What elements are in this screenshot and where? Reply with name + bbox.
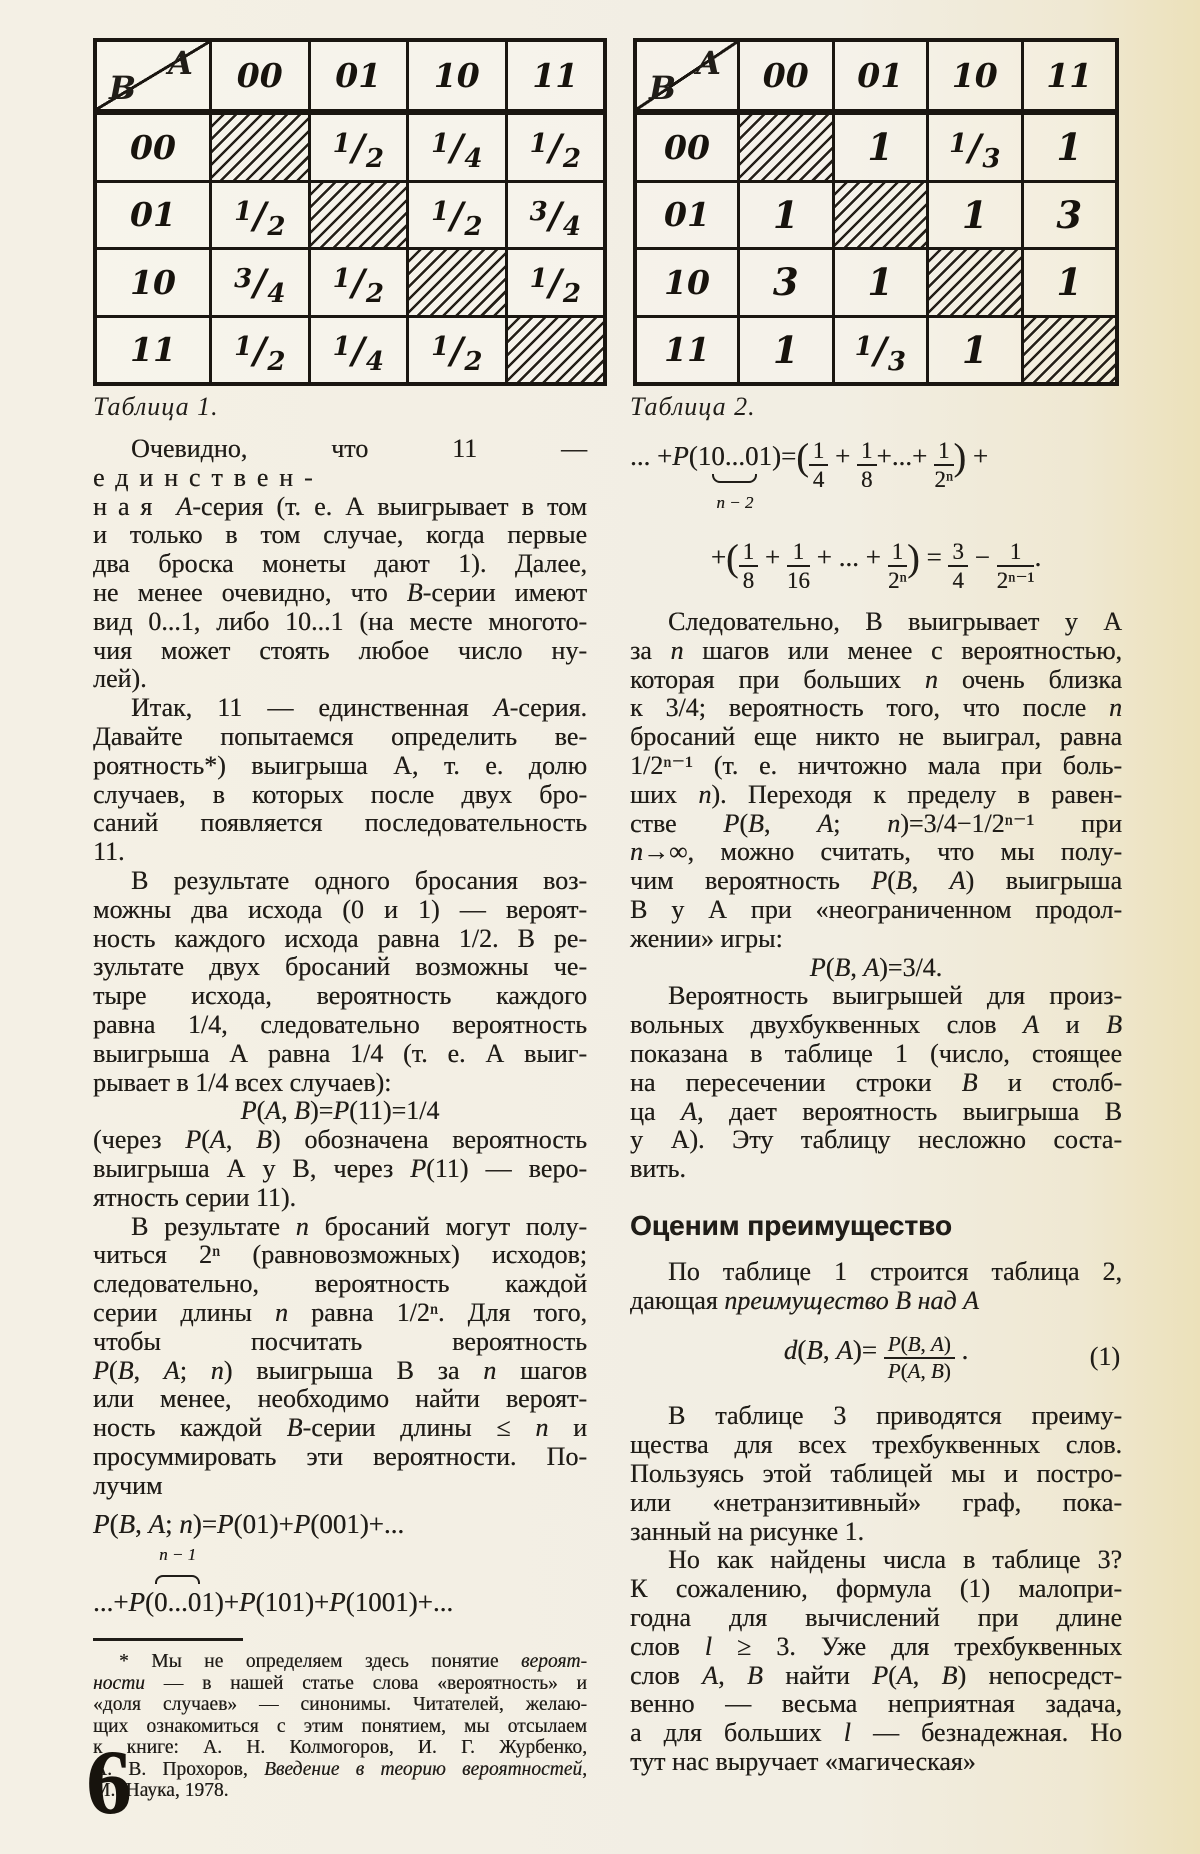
table-value: 1 xyxy=(867,125,894,170)
table-value xyxy=(332,260,384,310)
text-line: на пересечении строки B и столб- xyxy=(630,1067,1122,1097)
corner-label-a: A xyxy=(696,44,721,82)
table-column-header xyxy=(926,42,1021,112)
text-line: можны два исхода (0 и 1) — вероят- xyxy=(93,894,587,924)
table-cell xyxy=(505,112,604,180)
text-line: случаев, в которых после двух бро- xyxy=(93,779,587,809)
table-value: 01 xyxy=(335,56,382,95)
table-cell xyxy=(505,180,604,248)
table-cell xyxy=(737,247,832,315)
text-line: просуммировать эти вероятности. По- xyxy=(93,1441,587,1471)
fraction-slash: / xyxy=(450,194,464,237)
fraction xyxy=(787,539,810,592)
fraction xyxy=(948,539,968,592)
table-row-header xyxy=(637,112,737,180)
fraction-numerator: 1 xyxy=(949,129,968,160)
table-value: 11 xyxy=(130,330,176,370)
text-line: ности — в нашей статье слова «вероятность» и xyxy=(93,1672,587,1694)
text-line: Итак, 11 — единственная A-серия. xyxy=(131,693,587,723)
table-cell xyxy=(209,180,308,248)
text-line: а для больших l — безнадежная. Но xyxy=(630,1718,1123,1748)
text-line: Пользуясь этой таблицей мы и постро- xyxy=(630,1459,1122,1489)
text-line: следовательно, вероятность каждой xyxy=(93,1269,587,1299)
corner-label-a: A xyxy=(168,44,193,82)
text-line: ность каждой B-серии длины ≤ n и xyxy=(93,1413,587,1443)
table-cell xyxy=(308,315,407,383)
text-line: В результате n бросаний могут полу- xyxy=(131,1211,587,1241)
formula-block xyxy=(630,539,1122,592)
table-column-header xyxy=(505,42,604,112)
text-line: ность каждого исхода равна 1/2. В ре- xyxy=(93,923,587,953)
fraction-denominator: 8 xyxy=(861,467,873,492)
text-line: вид 0...1, либо 10...1 (на месте многото- xyxy=(93,606,587,636)
text-line: и только в том случае, когда первые xyxy=(93,520,587,550)
table-value: 00 xyxy=(236,56,283,95)
text-line: вольных двухбуквенных слов A и B xyxy=(630,1010,1123,1040)
paragraph xyxy=(630,1402,1122,1546)
text-line: у А). Эту таблицу несложно соста- xyxy=(630,1125,1122,1155)
table-hatched-cell xyxy=(308,180,407,248)
fraction-numerator: 1 xyxy=(997,539,1035,567)
text-line: выигрыша А равна 1/4 (т. е. А выиг- xyxy=(93,1038,587,1068)
text-line: дающая преимущество В над А xyxy=(630,1285,979,1315)
text-line: читься 2ⁿ (равновозможных) исходов; xyxy=(93,1240,587,1270)
table-value: 11 xyxy=(664,330,710,370)
footnote-rule xyxy=(93,1638,243,1641)
fraction-numerator: 1 xyxy=(431,331,450,362)
paragraph xyxy=(93,1213,587,1501)
text-line: выигрыша А у В, через P(11) — веро- xyxy=(93,1153,587,1183)
table-row-header xyxy=(97,180,209,248)
table-cell xyxy=(737,315,832,383)
text-line: 1/2ⁿ⁻¹ (т. е. ничтожно мала при боль- xyxy=(630,750,1122,780)
fraction-numerator: 1 xyxy=(431,196,450,227)
table-row-header xyxy=(637,247,737,315)
left-column-text xyxy=(93,435,587,1802)
text-line: По таблице 1 строится таблица 2, xyxy=(668,1256,1122,1286)
table-value xyxy=(234,260,286,310)
text-line: Давайте попытаемся определить ве- xyxy=(93,721,587,751)
fraction-slash: / xyxy=(253,329,267,372)
text-line: равна 1/4, следовательно вероятность xyxy=(93,1009,587,1039)
footnote xyxy=(93,1651,587,1802)
table-row-header xyxy=(97,112,209,180)
fraction-numerator: 1 xyxy=(739,539,759,567)
table-value: 00 xyxy=(130,127,176,167)
text-line: не менее очевидно, что B-серии имеют xyxy=(93,577,587,607)
text-line: за n шагов или менее с вероятностью, xyxy=(630,635,1123,665)
table-cell xyxy=(308,247,407,315)
table-value: 11 xyxy=(1046,56,1093,95)
table-hatched-cell xyxy=(406,247,505,315)
text-line: зультате двух бросаний возможны че- xyxy=(93,952,587,982)
table-value: 10 xyxy=(433,56,480,95)
fraction-slash: / xyxy=(450,329,464,372)
table-cell xyxy=(832,247,927,315)
table-value xyxy=(431,193,483,242)
paragraph xyxy=(630,982,1122,1184)
fraction-slash: / xyxy=(548,127,562,170)
paragraph xyxy=(630,954,1122,983)
fraction-denominator: 2 xyxy=(267,211,286,242)
table-value xyxy=(854,328,906,377)
corner-label-b: B xyxy=(109,69,137,107)
brace-label: n − 2 xyxy=(716,493,754,513)
fraction-numerator: 1 xyxy=(332,264,351,295)
text-line: В таблице 3 приводятся преиму- xyxy=(668,1401,1122,1431)
text-line: ца A, дает вероятность выигрыша В xyxy=(630,1096,1122,1126)
fraction-denominator: 3 xyxy=(982,144,1001,175)
fraction xyxy=(884,1333,955,1382)
table-value: 1 xyxy=(772,192,799,237)
table-cell xyxy=(1021,112,1116,180)
fraction-denominator: 3 xyxy=(887,346,906,377)
paren: ) xyxy=(953,436,967,479)
left-column xyxy=(93,392,587,1802)
fraction-denominator: 4 xyxy=(365,346,384,377)
text-line: щества для всех трехбуквенных слов. xyxy=(630,1430,1122,1460)
fraction xyxy=(809,438,829,491)
table-hatched-cell xyxy=(832,180,927,248)
text-line: показана в таблице 1 (число, стоящее xyxy=(630,1038,1122,1068)
fraction-numerator: 1 xyxy=(934,438,954,466)
paragraph xyxy=(630,1258,1122,1316)
table-value xyxy=(234,193,286,242)
paren: ( xyxy=(726,537,739,580)
text-line: P(A, B)=P(11)=1/4 xyxy=(240,1096,440,1126)
fraction-numerator: 1 xyxy=(332,129,351,160)
fraction-denominator: 2 xyxy=(267,346,286,377)
fraction-numerator: 1 xyxy=(529,129,548,160)
text-line: ших n). Переходя к пределу в равен- xyxy=(630,779,1122,809)
text-line: n→∞, можно считать, что мы полу- xyxy=(630,837,1122,867)
table-cell xyxy=(1021,180,1116,248)
fraction-denominator: 2 xyxy=(464,211,483,242)
table-corner-cell xyxy=(637,42,737,112)
text-line: саний появляется последовательность xyxy=(93,808,587,838)
text-line: лей). xyxy=(93,664,147,694)
equation-number: (1) xyxy=(1089,1342,1120,1371)
right-column-text xyxy=(630,438,1122,1777)
fraction-denominator: 4 xyxy=(562,211,581,242)
fraction-denominator: 2ⁿ xyxy=(887,568,907,593)
table-value: 10 xyxy=(664,262,710,302)
table-value xyxy=(529,125,581,175)
fraction xyxy=(888,539,908,592)
table-value: 1 xyxy=(1056,125,1083,170)
text-line: (через P(A, B) обозначена вероятность xyxy=(93,1125,588,1155)
paren: ) xyxy=(907,537,920,580)
table-value: 10 xyxy=(130,262,176,302)
fraction-slash: / xyxy=(351,127,365,170)
fraction-numerator: P(B, A) xyxy=(884,1333,955,1359)
fraction-numerator: 1 xyxy=(431,129,450,160)
table-hatched-cell xyxy=(926,247,1021,315)
text-line: * Мы не определяем здесь понятие вероят- xyxy=(119,1651,587,1673)
text-line: слов l ≥ 3. Уже для трехбуквенных xyxy=(630,1631,1122,1661)
right-column xyxy=(630,392,1122,1777)
text-line: Но как найдены числа в таблице 3? xyxy=(668,1545,1122,1575)
text-line: венно — весьма неприятная задача, xyxy=(630,1689,1122,1719)
text-line: серии длины n равна 1/2ⁿ. Для того, xyxy=(93,1297,588,1327)
fraction xyxy=(997,539,1035,592)
table-value: 00 xyxy=(664,127,710,167)
table-cell xyxy=(737,180,832,248)
table-column-header xyxy=(406,42,505,112)
paragraph xyxy=(93,694,587,867)
table-corner-cell xyxy=(97,42,209,112)
text-line: рывает в 1/4 всех случаев): xyxy=(93,1067,392,1097)
text-line: или «нетранзитивный» граф, пока- xyxy=(630,1487,1122,1517)
fraction-denominator: 4 xyxy=(812,467,825,492)
fraction-denominator: 4 xyxy=(267,279,286,310)
text-line: ная A-серия (т. е. А выигрывает в том xyxy=(93,491,588,521)
table-value xyxy=(529,260,581,310)
formula-block xyxy=(630,436,1122,513)
paragraph xyxy=(93,1126,587,1212)
text-line: бросаний еще никто не выиграл, равна xyxy=(630,722,1122,752)
table-value: 1 xyxy=(1056,260,1083,305)
text-line: В результате одного бросания воз- xyxy=(131,865,587,895)
table-value: 01 xyxy=(130,195,176,235)
text-line: лучим xyxy=(93,1470,163,1500)
table-column-header xyxy=(209,42,308,112)
fraction-slash: / xyxy=(873,329,887,372)
fraction-slash: / xyxy=(548,194,562,237)
table-value xyxy=(234,328,286,377)
paragraph xyxy=(630,1546,1122,1776)
text-line: к 3/4; вероятность того, что после n xyxy=(630,693,1122,723)
table-value: 10 xyxy=(951,56,998,95)
text-line: роятность*) выигрыша А, т. е. долю xyxy=(93,750,587,780)
table1-caption: Таблица 1. xyxy=(93,392,219,421)
text-line: тут нас выручает «магическая» xyxy=(630,1747,976,1777)
fraction-denominator: P(A, B) xyxy=(887,1359,951,1384)
fraction-numerator: 1 xyxy=(854,331,873,362)
fraction-numerator: 1 xyxy=(888,539,908,567)
text-line: Следовательно, В выигрывает у А xyxy=(668,607,1122,636)
text-line: или менее, необходимо найти вероят- xyxy=(93,1384,587,1414)
fraction-slash: / xyxy=(253,262,267,305)
fraction-numerator: 1 xyxy=(234,196,253,227)
fraction-denominator: 16 xyxy=(786,568,810,593)
fraction-denominator: 4 xyxy=(952,568,964,593)
table-row-header xyxy=(637,315,737,383)
fraction-numerator: 1 xyxy=(809,438,829,466)
table-value xyxy=(431,125,483,175)
text-line: вить. xyxy=(630,1154,686,1184)
text-line: два броска монеты дают 1). Далее, xyxy=(93,549,587,579)
text-line: которая при больших n очень близка xyxy=(630,664,1123,694)
fraction-denominator: 2 xyxy=(562,144,581,175)
text-line: Вероятность выигрышей для произ- xyxy=(668,981,1122,1011)
text-line: к книге: А. Н. Колмогоров, И. Г. Журбенко, xyxy=(93,1737,587,1759)
table2-caption: Таблица 2. xyxy=(630,392,756,421)
fraction xyxy=(934,438,954,491)
text-line: занный на рисунке 1. xyxy=(630,1516,865,1546)
probability-table-1 xyxy=(93,38,607,386)
table-cell xyxy=(209,247,308,315)
table-value: 1 xyxy=(961,327,988,372)
text-line: чим вероятность P(B, A) выигрыша xyxy=(630,866,1122,896)
fraction-numerator: 1 xyxy=(234,331,253,362)
formula-block xyxy=(93,1545,587,1620)
table-cell xyxy=(926,180,1021,248)
table-row-header xyxy=(637,180,737,248)
page-number: 6 xyxy=(86,1731,132,1833)
table-cell xyxy=(406,112,505,180)
fraction-slash: / xyxy=(253,194,267,237)
fraction-slash: / xyxy=(351,262,365,305)
fraction-denominator: 2 xyxy=(365,144,384,175)
text-line: «доля случаев» — синонимы. Читателей, желаю- xyxy=(93,1694,587,1716)
table-cell xyxy=(926,112,1021,180)
table-cell xyxy=(832,112,927,180)
table-value: 00 xyxy=(762,56,809,95)
table-cell xyxy=(308,112,407,180)
table-column-header xyxy=(1021,42,1116,112)
table-cell xyxy=(1021,247,1116,315)
overbrace: 0...0 n − 1 xyxy=(154,1584,201,1620)
text-line: годна для вычислений при длине xyxy=(630,1603,1122,1633)
table-cell xyxy=(209,315,308,383)
text-line: 11. xyxy=(93,837,125,867)
table-hatched-cell xyxy=(1021,315,1116,383)
table-value xyxy=(332,328,384,377)
fraction-denominator: 2 xyxy=(562,279,581,310)
formula-line: +( $\frac{1}{8}$ + $\frac{1}{16}$ + ... + $\frac{1}{\text{2ⁿ}}$ ) = $\frac{3}{4}$ − $\frac{1}{\text{2ⁿ⁻¹}}$ . xyxy=(710,537,1042,593)
text-line: слов A, B найти P(A, B) непосредст- xyxy=(630,1660,1123,1690)
text-line: чия может стоять любое число ну- xyxy=(93,635,587,665)
table-cell xyxy=(832,315,927,383)
table-value xyxy=(949,125,1001,175)
text-line: М.: Наука, 1978. xyxy=(93,1780,229,1802)
table-column-header xyxy=(832,42,927,112)
paren: ( xyxy=(796,436,809,479)
formula-line: ... +P(10...0 n − 2 1)=( $\frac{1}{4}$ + $\frac{1}{8}$ +...+ $\frac{1}{\text{2ⁿ}}$ ) + xyxy=(630,438,1122,491)
fraction-slash: / xyxy=(450,127,464,170)
text-line: К сожалению, формула (1) малопри- xyxy=(630,1574,1122,1604)
text-line: В у А при «неограниченном продол- xyxy=(630,894,1122,924)
text-line: жении» игры: xyxy=(630,923,783,953)
table-hatched-cell xyxy=(737,112,832,180)
text-line: P(B, A; n) выигрыша В за n шагов xyxy=(93,1355,587,1385)
advantage-table-2 xyxy=(633,38,1119,386)
text-line: P(B, A)=3/4. xyxy=(809,952,943,982)
text-line: ятность серии 11). xyxy=(93,1182,297,1212)
underbrace: 0...0 n − 2 xyxy=(711,438,758,474)
fraction-slash: / xyxy=(548,262,562,305)
fraction-numerator: 1 xyxy=(787,539,810,567)
formula-line: d(B, A)= $\frac{P(B, A)}{P(A, B)}$ . (1) xyxy=(783,1332,1120,1384)
table-hatched-cell xyxy=(209,112,308,180)
text-line: стве P(B, A; n)=3/4−1/2ⁿ⁻¹ при xyxy=(630,808,1122,838)
paragraph xyxy=(93,867,587,1097)
table-cell xyxy=(926,315,1021,383)
table-cell xyxy=(406,180,505,248)
fraction-numerator: 3 xyxy=(234,264,253,295)
paragraph xyxy=(630,608,1122,954)
fraction-denominator: 8 xyxy=(742,568,755,593)
fraction-numerator: 3 xyxy=(529,196,548,227)
fraction-denominator: 2ⁿ xyxy=(934,467,954,492)
paragraph xyxy=(93,1097,587,1126)
table-value: 1 xyxy=(961,192,988,237)
table-hatched-cell xyxy=(505,315,604,383)
table-column-header xyxy=(737,42,832,112)
fraction-slash: / xyxy=(968,127,982,170)
table-cell xyxy=(406,315,505,383)
table-value: 3 xyxy=(772,260,799,305)
fraction-numerator: 3 xyxy=(948,539,968,567)
text-line: Очевидно, что 11 — единствен- xyxy=(93,434,587,492)
text-line: тыре исхода, вероятность каждого xyxy=(93,981,587,1011)
brace-label: n − 1 xyxy=(159,1545,197,1565)
text-line: щих ознакомиться с этим понятием, мы отсылаем xyxy=(93,1715,587,1737)
table-column-header xyxy=(308,42,407,112)
formula-line: P(B, A; n)=P(01)+P(001)+... xyxy=(93,1509,405,1540)
corner-label-b: B xyxy=(649,69,677,107)
table-cell xyxy=(505,247,604,315)
table-value: 01 xyxy=(664,195,710,235)
table-value: 01 xyxy=(857,56,904,95)
table-value: 11 xyxy=(532,56,579,95)
table-row-header xyxy=(97,247,209,315)
text-line: А. В. Прохоров, Введение в теорию вероятностей, xyxy=(93,1758,587,1780)
table-value xyxy=(529,193,581,242)
table-row-header xyxy=(97,315,209,383)
fraction-denominator: 2 xyxy=(464,346,483,377)
table-value: 1 xyxy=(867,260,894,305)
fraction-numerator: 1 xyxy=(529,264,548,295)
formula-line: ...+P(0...0 n − 1 1)+P(101)+P(1001)+... xyxy=(93,1584,587,1620)
fraction-numerator: 1 xyxy=(857,438,877,466)
fraction-numerator: 1 xyxy=(332,331,351,362)
fraction xyxy=(857,438,877,491)
text-line: чтобы посчитать вероятность xyxy=(93,1326,587,1356)
fraction-denominator: 4 xyxy=(464,144,483,175)
formula-block xyxy=(630,1332,1122,1383)
fraction-denominator: 2 xyxy=(365,279,384,310)
table-value xyxy=(431,328,483,377)
table-value: 1 xyxy=(772,327,799,372)
fraction-denominator: 2ⁿ⁻¹ xyxy=(996,568,1035,593)
section-heading: Оценим преимущество xyxy=(630,1209,952,1241)
paragraph xyxy=(93,435,587,694)
fraction-slash: / xyxy=(351,329,365,372)
table-value xyxy=(332,125,384,175)
table-value: 3 xyxy=(1056,192,1083,237)
fraction xyxy=(739,539,759,592)
